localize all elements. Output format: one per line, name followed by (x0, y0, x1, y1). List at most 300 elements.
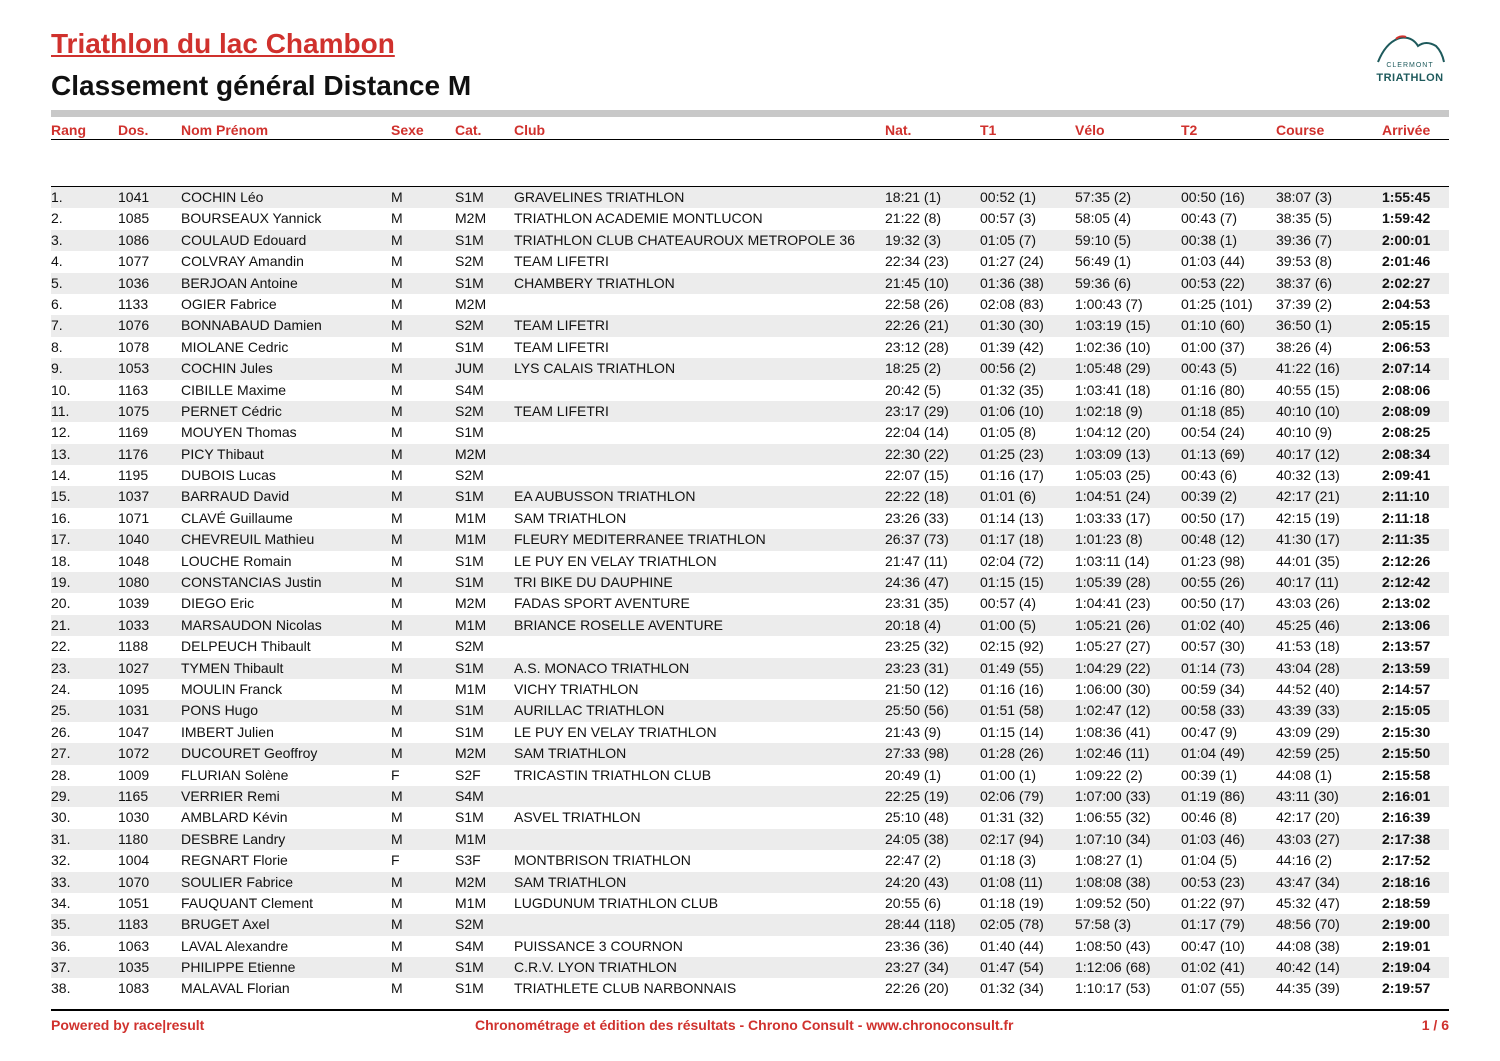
header-rang: Rang (51, 122, 86, 138)
cell-sexe: M (391, 231, 403, 248)
cell-velo: 1:08:50 (43) (1075, 937, 1151, 954)
cell-rang: 22. (51, 638, 71, 655)
cell-t1: 00:57 (4) (980, 595, 1037, 612)
cell-cat: S2M (455, 317, 484, 334)
cell-arr: 2:11:35 (1382, 531, 1430, 548)
cell-course: 39:36 (7) (1276, 231, 1333, 248)
cell-dos: 1037 (118, 488, 150, 505)
cell-cat: S2M (455, 638, 484, 655)
cell-arr: 2:17:38 (1382, 830, 1431, 847)
cell-velo: 1:02:18 (9) (1075, 402, 1143, 419)
cell-nat: 22:26 (21) (885, 317, 949, 334)
cell-nom: COULAUD Edouard (181, 231, 307, 248)
cell-dos: 1053 (118, 360, 150, 377)
cell-t2: 00:43 (5) (1181, 360, 1238, 377)
cell-dos: 1085 (118, 210, 150, 227)
cell-nom: BOURSEAUX Yannick (181, 210, 322, 227)
cell-rang: 29. (51, 787, 71, 804)
cell-cat: S2M (455, 916, 484, 933)
cell-nom: BARRAUD David (181, 488, 290, 505)
cell-rang: 6. (51, 295, 63, 312)
cell-club: LUGDUNUM TRIATHLON CLUB (514, 894, 719, 911)
cell-course: 39:53 (8) (1276, 253, 1333, 270)
cell-nat: 20:49 (1) (885, 766, 942, 783)
cell-sexe: M (391, 830, 403, 847)
cell-t2: 01:19 (86) (1181, 787, 1245, 804)
cell-rang: 20. (51, 595, 71, 612)
cell-t2: 01:17 (79) (1181, 916, 1245, 933)
table-row (51, 679, 1449, 700)
cell-sexe: M (391, 253, 403, 270)
table-row (51, 337, 1449, 358)
cell-dos: 1041 (118, 189, 150, 205)
cell-nat: 24:05 (38) (885, 830, 949, 847)
cell-nom: MOUYEN Thomas (181, 424, 297, 441)
cell-nat: 21:43 (9) (885, 723, 942, 740)
cell-course: 38:37 (6) (1276, 274, 1333, 291)
cell-t2: 01:02 (40) (1181, 616, 1245, 633)
cell-arr: 1:55:45 (1382, 189, 1431, 205)
cell-dos: 1078 (118, 338, 150, 355)
cell-club: ASVEL TRIATHLON (514, 809, 641, 826)
cell-cat: S2M (455, 253, 484, 270)
cell-rang: 11. (51, 402, 70, 419)
cell-club: CHAMBERY TRIATHLON (514, 274, 675, 291)
cell-course: 43:03 (26) (1276, 595, 1340, 612)
table-row (51, 850, 1449, 871)
cell-arr: 2:19:04 (1382, 959, 1431, 976)
cell-nat: 23:26 (33) (885, 509, 949, 526)
cell-cat: M2M (455, 873, 487, 890)
cell-sexe: M (391, 295, 403, 312)
table-row (51, 722, 1449, 743)
cell-course: 48:56 (70) (1276, 916, 1340, 933)
cell-t1: 01:47 (54) (980, 959, 1044, 976)
cell-velo: 1:06:55 (32) (1075, 809, 1151, 826)
cell-dos: 1035 (118, 959, 150, 976)
cell-nom: AMBLARD Kévin (181, 809, 288, 826)
table-row (51, 765, 1449, 786)
cell-nom: MARSAUDON Nicolas (181, 616, 322, 633)
cell-course: 40:17 (12) (1276, 445, 1340, 462)
cell-sexe: M (391, 595, 403, 612)
cell-club: A.S. MONACO TRIATHLON (514, 659, 690, 676)
cell-sexe: M (391, 937, 403, 954)
cell-club: FADAS SPORT AVENTURE (514, 595, 690, 612)
cell-dos: 1072 (118, 745, 150, 762)
cell-cat: M1M (455, 531, 487, 548)
cell-t1: 01:14 (13) (980, 509, 1044, 526)
cell-t2: 01:07 (55) (1181, 980, 1245, 997)
cell-dos: 1195 (118, 467, 149, 484)
cell-nom: DELPEUCH Thibault (181, 638, 311, 655)
cell-club: PUISSANCE 3 COURNON (514, 937, 683, 954)
cell-arr: 2:08:09 (1382, 402, 1431, 419)
cell-arr: 2:19:01 (1382, 937, 1431, 954)
header-nat: Nat. (885, 122, 912, 138)
cell-nom: CONSTANCIAS Justin (181, 574, 322, 591)
cell-t1: 02:04 (72) (980, 552, 1044, 569)
cell-nat: 23:27 (34) (885, 959, 949, 976)
cell-club: BRIANCE ROSELLE AVENTURE (514, 616, 724, 633)
cell-cat: S1M (455, 702, 484, 719)
table-row (51, 315, 1449, 336)
cell-dos: 1071 (118, 509, 150, 526)
cell-sexe: M (391, 274, 403, 291)
cell-dos: 1095 (118, 680, 150, 697)
cell-cat: S2F (455, 766, 481, 783)
cell-t2: 01:04 (5) (1181, 852, 1238, 869)
cell-cat: S1M (455, 659, 484, 676)
cell-dos: 1176 (118, 445, 149, 462)
cell-velo: 1:03:11 (14) (1075, 552, 1150, 569)
cell-rang: 3. (51, 231, 63, 248)
cell-sexe: M (391, 552, 403, 569)
cell-arr: 2:12:42 (1382, 574, 1431, 591)
cell-t1: 01:30 (30) (980, 317, 1044, 334)
cell-cat: M1M (455, 830, 487, 847)
cell-dos: 1040 (118, 531, 150, 548)
cell-velo: 1:01:23 (8) (1075, 531, 1143, 548)
cell-rang: 2. (51, 210, 63, 227)
cell-rang: 35. (51, 916, 71, 933)
cell-nat: 21:50 (12) (885, 680, 949, 697)
table-row (51, 230, 1449, 251)
table-row (51, 936, 1449, 957)
cell-cat: S4M (455, 937, 484, 954)
cell-dos: 1080 (118, 574, 150, 591)
cell-sexe: M (391, 680, 403, 697)
cell-course: 44:35 (39) (1276, 980, 1340, 997)
cell-sexe: M (391, 916, 403, 933)
cell-nom: MALAVAL Florian (181, 980, 290, 997)
cell-t1: 02:15 (92) (980, 638, 1044, 655)
cell-t1: 01:00 (1) (980, 766, 1037, 783)
cell-sexe: M (391, 959, 403, 976)
cell-nom: SOULIER Fabrice (181, 873, 294, 890)
cell-t1: 00:56 (2) (980, 360, 1037, 377)
table-row (51, 401, 1449, 422)
cell-velo: 59:36 (6) (1075, 274, 1132, 291)
cell-rang: 32. (51, 852, 71, 869)
table-row (51, 294, 1449, 315)
cell-rang: 12. (51, 424, 71, 441)
cell-arr: 2:16:01 (1382, 787, 1431, 804)
cell-t1: 01:31 (32) (980, 809, 1044, 826)
footer-powered-by: Powered by race|result (51, 1017, 205, 1033)
cell-club: TEAM LIFETRI (514, 253, 609, 270)
cell-t2: 00:38 (1) (1181, 231, 1238, 248)
cell-course: 36:50 (1) (1276, 317, 1333, 334)
cell-course: 41:22 (16) (1276, 360, 1340, 377)
mountain-logo-icon (1366, 32, 1454, 64)
cell-t1: 02:17 (94) (980, 830, 1044, 847)
cell-arr: 2:15:58 (1382, 766, 1431, 783)
cell-cat: S1M (455, 488, 484, 505)
cell-nat: 24:36 (47) (885, 574, 949, 591)
cell-nom: OGIER Fabrice (181, 295, 277, 312)
cell-nom: DUBOIS Lucas (181, 467, 276, 484)
cell-cat: M2M (455, 745, 487, 762)
table-row (51, 807, 1449, 828)
cell-t2: 00:54 (24) (1181, 424, 1245, 441)
cell-velo: 1:09:22 (2) (1075, 766, 1143, 783)
cell-nom: COCHIN Jules (181, 360, 273, 377)
cell-cat: S1M (455, 723, 484, 740)
header-dos: Dos. (118, 122, 149, 138)
cell-t2: 01:10 (60) (1181, 317, 1245, 334)
table-row (51, 551, 1449, 572)
cell-rang: 27. (51, 745, 71, 762)
cell-rang: 7. (51, 317, 63, 334)
cell-rang: 31. (51, 830, 71, 847)
cell-dos: 1009 (118, 766, 150, 783)
cell-rang: 25. (51, 702, 71, 719)
cell-dos: 1063 (118, 937, 150, 954)
cell-nom: BRUGET Axel (181, 916, 270, 933)
cell-nat: 19:32 (3) (885, 231, 942, 248)
table-row (51, 700, 1449, 721)
cell-dos: 1086 (118, 231, 150, 248)
cell-velo: 1:05:48 (29) (1075, 360, 1151, 377)
cell-t2: 01:23 (98) (1181, 552, 1245, 569)
cell-sexe: M (391, 873, 403, 890)
cell-sexe: M (391, 894, 403, 911)
cell-sexe: M (391, 702, 403, 719)
table-row (51, 208, 1449, 229)
cell-cat: M2M (455, 295, 487, 312)
cell-t1: 01:17 (18) (980, 531, 1044, 548)
cell-arr: 2:18:16 (1382, 873, 1431, 890)
logo-text-big: TRIATHLON (1376, 72, 1444, 84)
cell-t1: 01:15 (15) (980, 574, 1044, 591)
cell-dos: 1163 (118, 381, 149, 398)
cell-rang: 38. (51, 980, 71, 997)
cell-t1: 01:39 (42) (980, 338, 1044, 355)
cell-t2: 00:57 (30) (1181, 638, 1245, 655)
cell-rang: 30. (51, 809, 71, 826)
cell-rang: 17. (51, 531, 71, 548)
cell-cat: S1M (455, 189, 484, 205)
cell-t2: 00:47 (10) (1181, 937, 1245, 954)
cell-t1: 01:06 (10) (980, 402, 1044, 419)
cell-arr: 2:08:06 (1382, 381, 1431, 398)
cell-dos: 1083 (118, 980, 150, 997)
cell-t1: 01:16 (17) (980, 467, 1044, 484)
cell-club: SAM TRIATHLON (514, 745, 627, 762)
cell-nat: 22:22 (18) (885, 488, 949, 505)
cell-arr: 2:04:53 (1382, 295, 1431, 312)
cell-cat: S1M (455, 338, 484, 355)
cell-nat: 18:21 (1) (885, 189, 942, 205)
cell-arr: 2:15:30 (1382, 723, 1431, 740)
table-row (51, 957, 1449, 978)
cell-cat: M1M (455, 894, 487, 911)
table-row (51, 829, 1449, 850)
cell-nat: 21:45 (10) (885, 274, 949, 291)
cell-club: TRIATHLON ACADEMIE MONTLUCON (514, 210, 763, 227)
cell-cat: S1M (455, 574, 484, 591)
cell-arr: 2:13:59 (1382, 659, 1431, 676)
cell-t1: 01:16 (16) (980, 680, 1044, 697)
cell-cat: S2M (455, 467, 484, 484)
cell-dos: 1077 (118, 253, 150, 270)
table-row (51, 572, 1449, 593)
cell-nom: PERNET Cédric (181, 402, 282, 419)
cell-club: TEAM LIFETRI (514, 402, 609, 419)
cell-nom: PONS Hugo (181, 702, 259, 719)
cell-cat: M2M (455, 445, 487, 462)
cell-course: 43:11 (30) (1276, 787, 1339, 804)
cell-sexe: M (391, 745, 403, 762)
cell-rang: 26. (51, 723, 71, 740)
cell-sexe: M (391, 189, 403, 205)
cell-t2: 00:53 (23) (1181, 873, 1245, 890)
cell-course: 43:09 (29) (1276, 723, 1340, 740)
cell-nom: PICY Thibaut (181, 445, 264, 462)
cell-arr: 2:07:14 (1382, 360, 1431, 377)
cell-velo: 1:09:52 (50) (1075, 894, 1151, 911)
cell-t2: 01:03 (46) (1181, 830, 1245, 847)
cell-cat: S4M (455, 381, 484, 398)
cell-club: SAM TRIATHLON (514, 509, 627, 526)
cell-t2: 00:50 (17) (1181, 509, 1245, 526)
cell-course: 45:32 (47) (1276, 894, 1340, 911)
header-club: Club (514, 122, 546, 138)
cell-rang: 34. (51, 894, 71, 911)
cell-t1: 00:52 (1) (980, 189, 1037, 205)
cell-t2: 00:39 (1) (1181, 766, 1238, 783)
cell-t1: 01:08 (11) (980, 873, 1043, 890)
cell-t1: 00:57 (3) (980, 210, 1037, 227)
cell-course: 44:01 (35) (1276, 552, 1340, 569)
cell-t2: 00:53 (22) (1181, 274, 1245, 291)
cell-dos: 1169 (118, 424, 149, 441)
cell-velo: 1:03:41 (18) (1075, 381, 1151, 398)
cell-club: TRICASTIN TRIATHLON CLUB (514, 766, 712, 783)
cell-dos: 1004 (118, 852, 150, 869)
cell-velo: 1:08:08 (38) (1075, 873, 1151, 890)
cell-velo: 1:02:46 (11) (1075, 745, 1150, 762)
cell-sexe: M (391, 574, 403, 591)
cell-sexe: M (391, 381, 403, 398)
cell-course: 40:42 (14) (1276, 959, 1340, 976)
cell-nom: COLVRAY Amandin (181, 253, 304, 270)
cell-t2: 01:18 (85) (1181, 402, 1245, 419)
cell-rang: 9. (51, 360, 63, 377)
cell-cat: S1M (455, 231, 484, 248)
cell-sexe: F (391, 852, 400, 869)
table-row (51, 273, 1449, 294)
cell-t2: 00:58 (33) (1181, 702, 1245, 719)
cell-nom: LAVAL Alexandre (181, 937, 289, 954)
cell-dos: 1039 (118, 595, 150, 612)
cell-nom: BONNABAUD Damien (181, 317, 322, 334)
table-row (51, 251, 1449, 272)
cell-t1: 01:25 (23) (980, 445, 1044, 462)
cell-cat: M1M (455, 680, 487, 697)
cell-arr: 2:15:50 (1382, 745, 1431, 762)
cell-rang: 16. (51, 509, 71, 526)
cell-rang: 37. (51, 959, 71, 976)
cell-course: 38:07 (3) (1276, 189, 1333, 205)
table-row (51, 486, 1449, 507)
cell-arr: 2:15:05 (1382, 702, 1431, 719)
cell-arr: 2:19:57 (1382, 980, 1431, 997)
cell-dos: 1027 (118, 659, 150, 676)
header-course: Course (1276, 122, 1325, 138)
cell-course: 38:35 (5) (1276, 210, 1333, 227)
cell-arr: 2:16:39 (1382, 809, 1431, 826)
cell-dos: 1051 (118, 894, 150, 911)
cell-t1: 01:40 (44) (980, 937, 1044, 954)
cell-club: TRI BIKE DU DAUPHINE (514, 574, 673, 591)
cell-course: 42:17 (20) (1276, 809, 1340, 826)
cell-rang: 33. (51, 873, 71, 890)
cell-velo: 1:08:36 (41) (1075, 723, 1151, 740)
cell-dos: 1033 (118, 616, 150, 633)
cell-club: LE PUY EN VELAY TRIATHLON (514, 552, 717, 569)
table-row (51, 636, 1449, 657)
cell-rang: 24. (51, 680, 71, 697)
cell-dos: 1036 (118, 274, 150, 291)
cell-course: 45:25 (46) (1276, 616, 1340, 633)
cell-t2: 00:43 (7) (1181, 210, 1238, 227)
table-row (51, 978, 1449, 999)
cell-nat: 24:20 (43) (885, 873, 949, 890)
cell-velo: 1:05:27 (27) (1075, 638, 1151, 655)
cell-sexe: M (391, 445, 403, 462)
cell-arr: 2:09:41 (1382, 467, 1431, 484)
cell-course: 43:47 (34) (1276, 873, 1340, 890)
cell-t2: 01:25 (101) (1181, 295, 1253, 312)
table-row (51, 508, 1449, 529)
table-row (51, 743, 1449, 764)
cell-cat: S2M (455, 402, 484, 419)
cell-rang: 23. (51, 659, 71, 676)
cell-nat: 21:22 (8) (885, 210, 942, 227)
cell-nom: CHEVREUIL Mathieu (181, 531, 315, 548)
cell-t2: 01:00 (37) (1181, 338, 1245, 355)
cell-t2: 01:14 (73) (1181, 659, 1245, 676)
cell-sexe: F (391, 766, 400, 783)
cell-dos: 1133 (118, 295, 149, 312)
cell-cat: M2M (455, 210, 487, 227)
cell-arr: 2:00:01 (1382, 231, 1431, 248)
cell-velo: 1:05:03 (25) (1075, 467, 1151, 484)
cell-course: 40:10 (10) (1276, 402, 1340, 419)
table-row (51, 593, 1449, 614)
cell-nat: 22:25 (19) (885, 787, 949, 804)
cell-velo: 1:03:19 (15) (1075, 317, 1151, 334)
cell-velo: 1:05:39 (28) (1075, 574, 1151, 591)
cell-velo: 1:05:21 (26) (1075, 616, 1151, 633)
footer-credits: Chronométrage et édition des résultats - Chrono Consult - www.chronoconsult.fr (475, 1017, 1014, 1033)
cell-club: TRIATHLETE CLUB NARBONNAIS (514, 980, 737, 997)
cell-sexe: M (391, 317, 403, 334)
cell-velo: 1:03:09 (13) (1075, 445, 1151, 462)
cell-nat: 20:42 (5) (885, 381, 942, 398)
header-nom: Nom Prénom (181, 122, 269, 138)
cell-nat: 22:04 (14) (885, 424, 949, 441)
cell-course: 43:03 (27) (1276, 830, 1340, 847)
cell-dos: 1076 (118, 317, 150, 334)
cell-nom: CIBILLE Maxime (181, 381, 287, 398)
cell-arr: 2:13:02 (1382, 595, 1431, 612)
cell-course: 44:08 (38) (1276, 937, 1340, 954)
cell-course: 40:55 (15) (1276, 381, 1340, 398)
cell-t1: 02:05 (78) (980, 916, 1044, 933)
